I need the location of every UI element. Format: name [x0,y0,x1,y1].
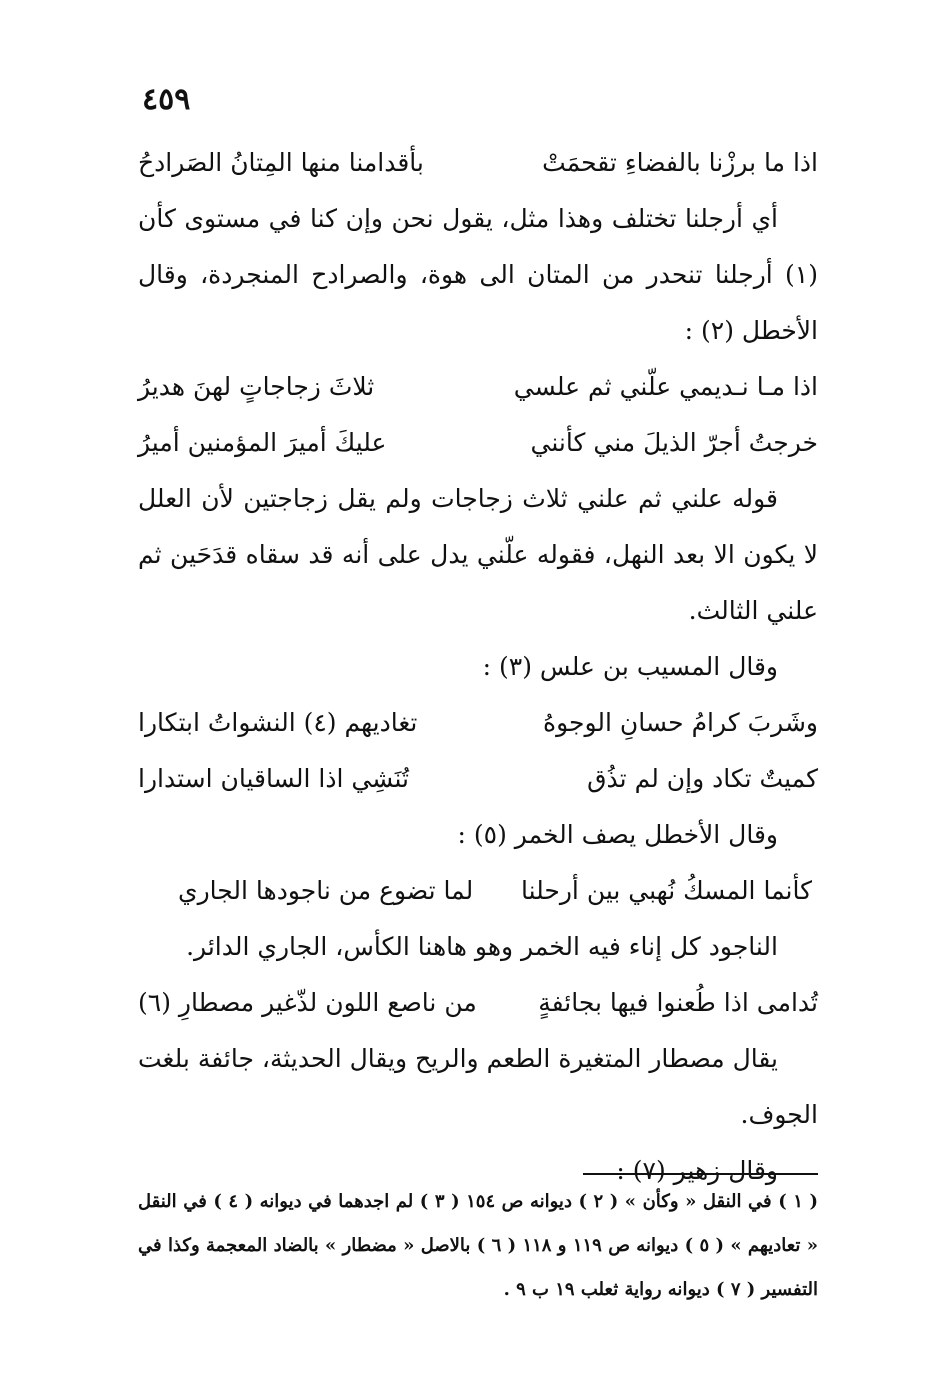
verse-hemistich-right: كميتٌ تكاد وإن لم تذُق [587,764,818,793]
verse-hemistich-right: اذا مـا نـديمي علّني ثم علسي [513,372,818,401]
verse-hemistich-left: من ناصع اللون لذّغير مصطارِ (٦) [138,988,477,1017]
footnotes: ( ١ ) في النقل « وكأن » ( ٢ ) ديوانه ص ١٥٤ ( ٣ ) لم اجدهما في ديوانه ( ٤ ) في النقل « تعاديهم » ( ٥ ) ديوانه ص ١١٩ و ١١٨ ( ٦ ) بالاصل « مضطار » بالضاد المعجمة وكذا في التفسير ( ٧ ) ديوانه رواية ثعلب ١٩ ب ٩ . [138,1191,818,1300]
verse-line [138,695,818,751]
verse-hemistich-right: تُدامى اذا طُعنوا فيها بجائفةٍ [538,988,818,1017]
verse-line [138,359,818,415]
footnote-separator [583,1173,818,1175]
verse-hemistich-left: تغاديهم (٤) النشواتُ ابتكارا [138,708,418,737]
verse-hemistich-left: عليكَ أميرَ المؤمنين أميرُ [138,428,387,457]
verse-line [138,751,818,807]
poet-introduction: وقال المسيب بن علس (٣) : [482,652,778,681]
page-body [138,135,818,1199]
commentary-paragraph: قوله علني ثم علني ثلاث زجاجات ولم يقل زجاجتين لأن العلل لا يكون الا بعد النهل، فقوله علّني يدل على أنه قد سقاه قدَحَين ثم علني الثالث. [138,484,818,625]
poet-introduction: وقال الأخطل يصف الخمر (٥) : [457,820,778,849]
verse-hemistich-right: وشَربَ كرامُ حسانِ الوجوهُ [543,708,818,737]
verse-line [138,135,818,191]
verse-hemistich-right: كأنما المسكُ نُهبي بين أرحلنا [520,876,812,905]
verse-hemistich-right: خرجتُ أجرّ الذيلَ مني كأنني [530,428,818,457]
verse-hemistich-left: ثلاثَ زجاجاتٍ لهنَ هديرُ [138,372,375,401]
verse-hemistich-right: اذا ما برزْنا بالفضاءِ تقحمَتْ [542,148,818,177]
page-number: ٤٥٩ [142,82,191,117]
verse-hemistich-left: لما تضوع من ناجودها الجاري [178,876,474,905]
verse-hemistich-left: تُنَشِي اذا الساقيان استدارا [138,764,409,793]
commentary-paragraph: يقال مصطار المتغيرة الطعم والريح ويقال الحديثة، جائفة بلغت الجوف. [138,1044,818,1129]
verse-line [138,415,818,471]
poet-introduction: وقال زهير (٧) : [616,1156,778,1185]
commentary-paragraph: الناجود كل إناء فيه الخمر وهو هاهنا الكأس، الجاري الدائر. [186,932,778,961]
verse-line [138,863,818,919]
commentary-paragraph: أي أرجلنا تختلف وهذا مثل، يقول نحن وإن كنا في مستوى كأن (١) أرجلنا تنحدر من المتان الى هوة، والصرادح المنجردة، وقال الأخطل (٢) : [138,204,818,345]
verse-line [138,975,818,1031]
verse-hemistich-left: بأقدامنا منها المِتانُ الصَرادحُ [138,148,424,177]
